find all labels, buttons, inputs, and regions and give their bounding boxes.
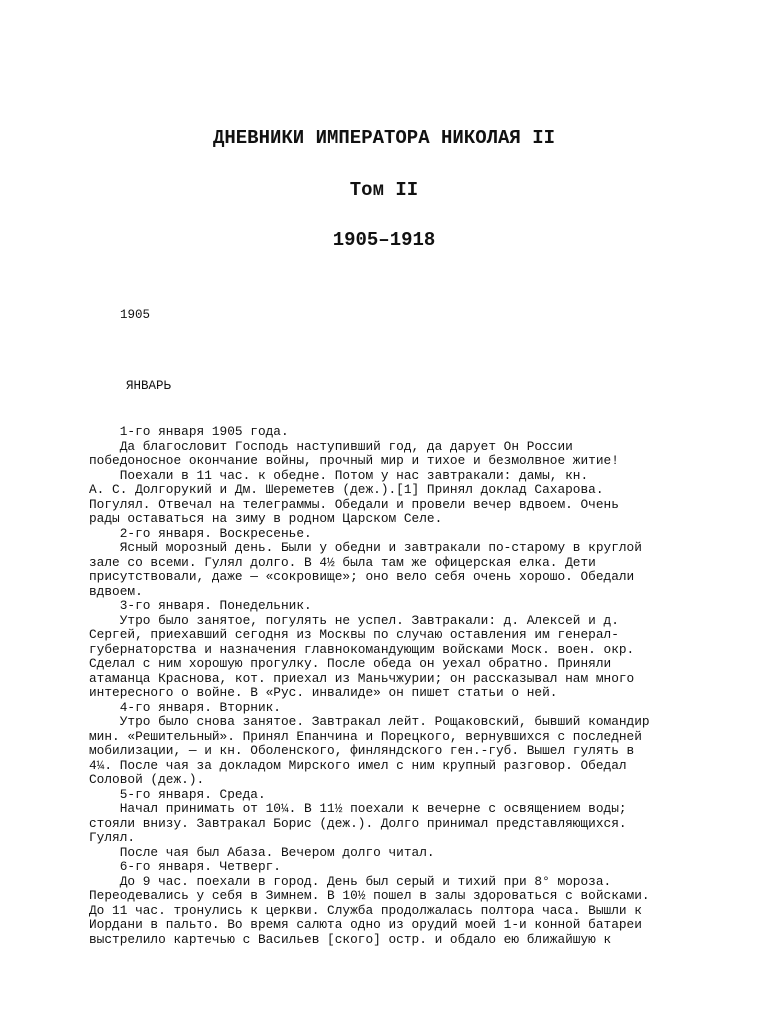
text-line: После чая был Абаза. Вечером долго читал.	[89, 844, 435, 860]
year-range: 1905–1918	[332, 229, 436, 251]
book-title: ДНЕВНИКИ ИМПЕРАТОРА НИКОЛАЯ II	[212, 127, 556, 149]
section-month: ЯНВАРЬ	[126, 379, 172, 393]
text-line: 1-го января 1905 года.	[89, 424, 289, 439]
text-line: Утро было занятое, погулять не успел. Завтракали: д. Алексей и д.	[89, 612, 619, 628]
text-line: А. С. Долгорукий и Дм. Шереметев (деж.).[1] Принял доклад Сахарова.	[89, 482, 604, 497]
text-line: 5-го января. Среда.	[89, 786, 266, 802]
text-line: Иордани в пальто. Во время салюта одно из орудий моей 1-и конной батареи	[89, 917, 642, 932]
text-line: присутствовали, даже — «сокровище»; оно вело себя очень хорошо. Обедали	[89, 569, 635, 584]
text-line: мобилизации, — и кн. Оболенского, финляндского ген.-губ. Вышел гулять в	[89, 743, 635, 758]
text-line: 4-го января. Вторник.	[89, 699, 281, 715]
text-line: Сергей, приехавший сегодня из Москвы по случаю оставления им генерал-	[89, 627, 619, 642]
text-line: выстрелило картечью с Васильев [ского] остр. и обдало ею ближайшую к	[89, 931, 612, 947]
text-line: стояли внизу. Завтракал Борис (деж.). Долго принимал представляющихся.	[89, 815, 627, 831]
text-line: До 11 час. тронулись к церкви. Служба продолжалась полтора часа. Вышли к	[89, 902, 642, 918]
text-line: победоносное окончание войны, прочный мир и тихое и безмолвное житие!	[89, 453, 619, 468]
text-line: Погулял. Отвечал на телеграммы. Обедали и провели вечер вдвоем. Очень	[89, 496, 619, 512]
section-year: 1905	[120, 308, 151, 322]
text-line: вдвоем.	[89, 583, 143, 599]
text-line: Утро было снова занятое. Завтракал лейт. Рощаковский, бывший командир	[89, 714, 650, 729]
text-line: Гулял.	[89, 830, 136, 845]
text-line: Переодевались у себя в Зимнем. В 10½ пошел в залы здороваться с войсками.	[89, 888, 650, 903]
text-line: зале со всеми. Гулял долго. В 4½ была там же офицерская елка. Дети	[89, 554, 596, 570]
text-line: 4¼. После чая за докладом Мирского имел с ним крупный разговор. Обедал	[89, 757, 627, 773]
text-line: Сделал с ним хорошую прогулку. После обеда он уехал обратно. Приняли	[89, 656, 612, 671]
text-line: мин. «Решительный». Принял Епанчина и Порецкого, вернувшихся с последней	[89, 728, 642, 744]
text-line: Ясный морозный день. Были у обедни и завтракали по-старому в круглой	[89, 540, 642, 555]
text-line: Да благословит Господь наступивший год, да дарует Он России	[89, 438, 573, 454]
text-line: До 9 час. поехали в город. День был серый и тихий при 8° мороза.	[89, 873, 612, 889]
text-line: Соловой (деж.).	[89, 772, 205, 787]
text-line: интересного о войне. В «Рус. инвалиде» он пишет статьи о ней.	[89, 685, 558, 700]
text-line: атаманца Краснова, кот. приехал из Маньчжурии; он рассказывал нам много	[89, 670, 635, 686]
volume-label: Том II	[349, 179, 419, 201]
text-line: губернаторства и назначения главнокомандующим войсками Моск. воен. окр.	[89, 641, 635, 657]
text-line: 6-го января. Четверг.	[89, 859, 281, 874]
text-line: 2-го января. Воскресенье.	[89, 525, 312, 541]
text-line: рады оставаться на зиму в родном Царском Селе.	[89, 511, 443, 526]
text-line: 3-го января. Понедельник.	[89, 598, 312, 613]
diary-body	[89, 425, 689, 947]
text-line: Поехали в 11 час. к обедне. Потом у нас завтракали: дамы, кн.	[89, 467, 589, 483]
text-line: Начал принимать от 10¼. В 11½ поехали к вечерне с освящением воды;	[89, 801, 627, 816]
